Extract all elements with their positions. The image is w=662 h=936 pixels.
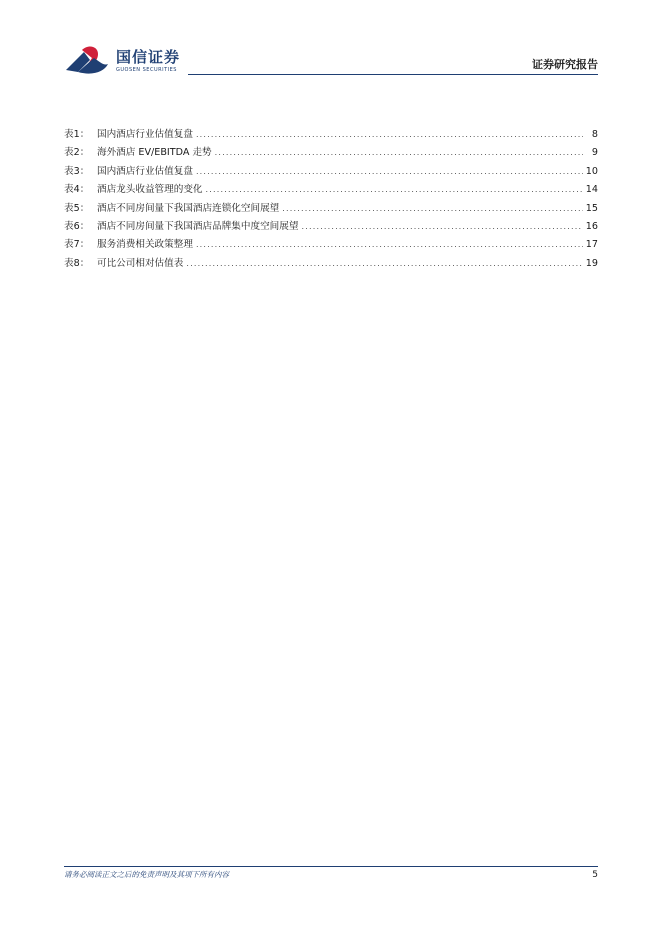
toc-row-label: 表6： bbox=[64, 220, 90, 232]
toc-row-page: 15 bbox=[585, 202, 598, 214]
page-header bbox=[0, 0, 662, 80]
footer-divider bbox=[64, 866, 598, 867]
toc-row[interactable] bbox=[64, 218, 598, 236]
toc-dot-leader bbox=[186, 255, 582, 273]
toc-dot-leader bbox=[282, 200, 583, 218]
toc-row-page: 10 bbox=[585, 165, 598, 177]
toc-row[interactable] bbox=[64, 236, 598, 254]
toc-row-title: 酒店不同房间量下我国酒店连锁化空间展望 bbox=[97, 202, 280, 214]
table-of-tables bbox=[64, 126, 598, 273]
toc-row-label: 表3： bbox=[64, 165, 90, 177]
toc-dot-leader bbox=[215, 144, 583, 162]
report-type-label: 证券研究报告 bbox=[532, 58, 598, 71]
toc-row-title: 可比公司相对估值表 bbox=[97, 257, 184, 269]
toc-row-title: 服务消费相关政策整理 bbox=[97, 239, 193, 251]
toc-row-label: 表4： bbox=[64, 184, 90, 196]
toc-row-page: 19 bbox=[585, 257, 598, 269]
logo-english-name: GUOSEN SECURITIES bbox=[116, 67, 177, 73]
toc-dot-leader bbox=[196, 163, 583, 181]
toc-row-title: 国内酒店行业估值复盘 bbox=[97, 129, 193, 140]
guosen-logo-icon bbox=[64, 44, 110, 78]
toc-dot-leader bbox=[301, 218, 582, 236]
toc-row-page: 8 bbox=[591, 129, 598, 140]
toc-row[interactable] bbox=[64, 255, 598, 273]
toc-dot-leader bbox=[196, 126, 583, 144]
toc-row-title: 酒店不同房间量下我国酒店品牌集中度空间展望 bbox=[97, 220, 299, 232]
header-divider bbox=[188, 74, 598, 75]
toc-row-title: 酒店龙头收益管理的变化 bbox=[97, 184, 203, 196]
toc-row-title: 国内酒店行业估值复盘 bbox=[97, 165, 193, 177]
toc-row-label: 表2： bbox=[64, 147, 90, 159]
toc-row-page: 14 bbox=[585, 184, 598, 196]
page-number: 5 bbox=[592, 870, 598, 880]
toc-row[interactable] bbox=[64, 181, 598, 199]
toc-dot-leader bbox=[206, 181, 583, 199]
toc-row-page: 17 bbox=[585, 239, 598, 251]
logo-chinese-name: 国信证券 bbox=[116, 48, 181, 66]
toc-row[interactable] bbox=[64, 144, 598, 162]
toc-row-label: 表8： bbox=[64, 257, 90, 269]
toc-row-label: 表5： bbox=[64, 202, 90, 214]
toc-row-label: 表1： bbox=[64, 129, 90, 140]
footer-disclaimer: 请务必阅读正文之后的免责声明及其项下所有内容 bbox=[64, 870, 229, 879]
toc-row-page: 9 bbox=[591, 147, 598, 159]
toc-dot-leader bbox=[196, 236, 583, 254]
toc-row-label: 表7： bbox=[64, 239, 90, 251]
toc-row[interactable] bbox=[64, 126, 598, 144]
toc-row[interactable] bbox=[64, 200, 598, 218]
toc-row[interactable] bbox=[64, 163, 598, 181]
toc-row-title: 海外酒店 EV/EBITDA 走势 bbox=[97, 147, 212, 159]
toc-row-page: 16 bbox=[585, 220, 598, 232]
